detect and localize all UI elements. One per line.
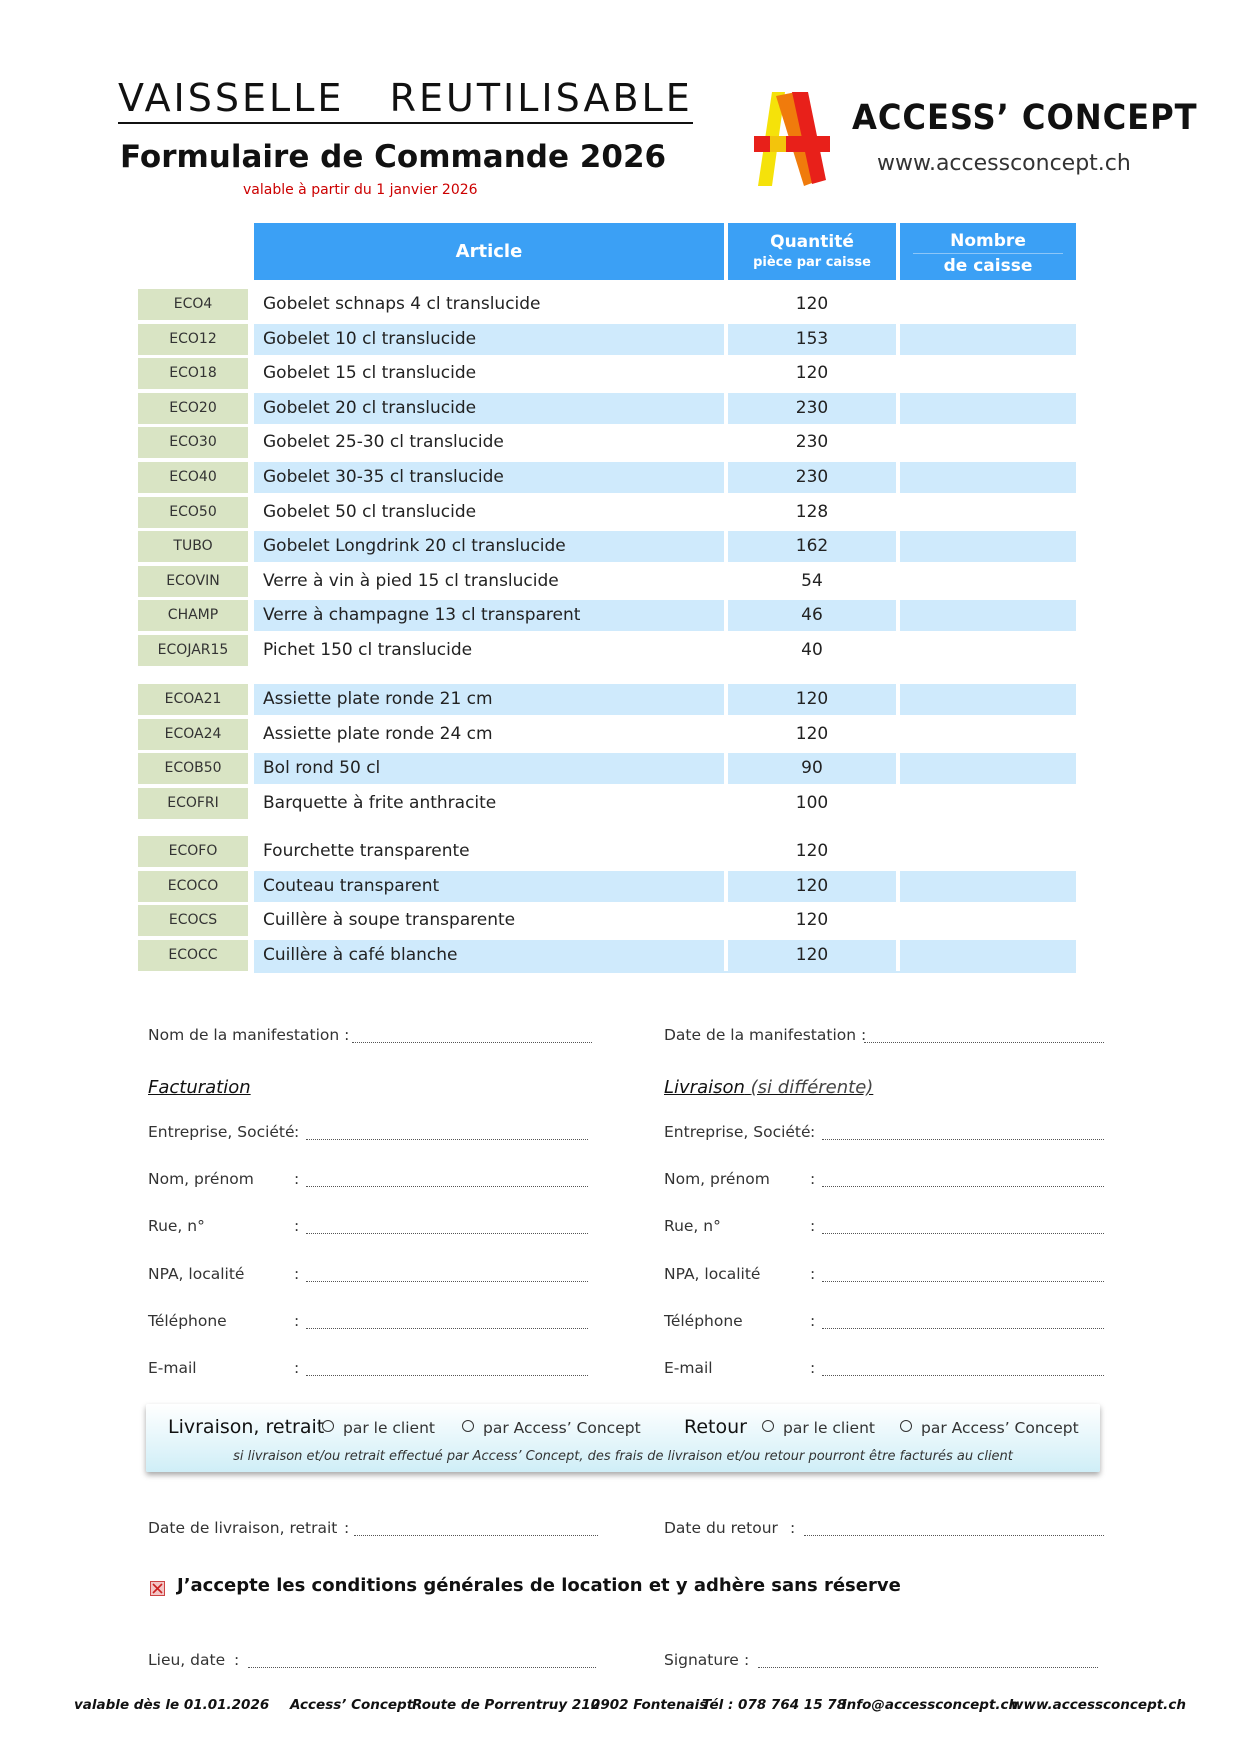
colon: :: [810, 1217, 816, 1235]
boxes-input-cell[interactable]: [900, 836, 1076, 867]
colon: :: [294, 1312, 300, 1330]
article-code: ECO30: [138, 427, 248, 458]
article-name: Gobelet 50 cl translucide: [263, 501, 477, 522]
article-name: Gobelet Longdrink 20 cl translucide: [254, 531, 724, 562]
brand-name: ACCESS’ CONCEPT: [852, 98, 1198, 138]
boxes-input-cell[interactable]: [900, 531, 1076, 562]
pickup-title: Livraison, retrait: [168, 1416, 325, 1438]
colon: :: [234, 1651, 240, 1669]
billing-city-field[interactable]: [306, 1281, 588, 1282]
billing-city-label: NPA, localité: [148, 1265, 245, 1283]
article-name: Verre à champagne 13 cl transparent: [254, 600, 724, 631]
billing-street-field[interactable]: [306, 1233, 588, 1234]
delivery-phone-label: Téléphone: [664, 1312, 743, 1330]
boxes-input-cell[interactable]: [900, 427, 1076, 458]
delivery-title-note: (si différente): [750, 1077, 874, 1098]
delivery-options-box: [146, 1404, 1100, 1472]
table-row: [0, 462, 1240, 493]
validity-note: valable à partir du 1 janvier 2026: [243, 182, 478, 198]
column-header-article: Article: [254, 223, 724, 280]
delivery-title: [664, 1077, 873, 1098]
place-date-label: Lieu, date: [148, 1651, 226, 1669]
article-name: Assiette plate ronde 24 cm: [263, 723, 493, 744]
billing-title-text: Facturation: [148, 1077, 251, 1098]
billing-phone-label: Téléphone: [148, 1312, 227, 1330]
column-header-quantity-sub: pièce par caisse: [753, 255, 871, 270]
article-code: TUBO: [138, 531, 248, 562]
boxes-input-cell[interactable]: [900, 462, 1076, 493]
table-row: [0, 600, 1240, 631]
article-name: Barquette à frite anthracite: [263, 792, 497, 813]
boxes-input-cell[interactable]: [900, 905, 1076, 936]
footer-valid: valable dès le 01.01.2026: [74, 1697, 270, 1713]
form-title: Formulaire de Commande 2026: [120, 139, 667, 175]
article-code: ECO18: [138, 358, 248, 389]
accept-terms-text: J’accepte les conditions générales de location et y adhère sans réserve: [177, 1575, 901, 1596]
column-header-boxes: [900, 223, 1076, 280]
billing-company-field[interactable]: [306, 1139, 588, 1140]
delivery-company-field[interactable]: [822, 1139, 1104, 1140]
article-name: Couteau transparent: [254, 871, 724, 902]
article-code: ECO12: [138, 324, 248, 355]
signature-field[interactable]: [758, 1667, 1098, 1668]
return-title: Retour: [684, 1416, 747, 1438]
article-code: ECO40: [138, 462, 248, 493]
boxes-input-cell[interactable]: [900, 600, 1076, 631]
article-name: Bol rond 50 cl: [254, 753, 724, 784]
column-header-boxes-line2: de caisse: [943, 256, 1033, 276]
article-code: ECOVIN: [138, 566, 248, 597]
article-code: ECOB50: [138, 753, 248, 784]
article-name: Gobelet 25-30 cl translucide: [263, 432, 504, 453]
delivery-city-field[interactable]: [822, 1281, 1104, 1282]
table-row: [0, 427, 1240, 458]
boxes-input-cell[interactable]: [900, 635, 1076, 666]
brand-url[interactable]: www.accessconcept.ch: [877, 151, 1131, 176]
return-date-field[interactable]: [804, 1535, 1104, 1536]
article-quantity: 54: [801, 570, 823, 591]
billing-name-label: Nom, prénom: [148, 1170, 254, 1188]
article-quantity: 120: [795, 723, 829, 744]
billing-name-field[interactable]: [306, 1186, 588, 1187]
boxes-input-cell[interactable]: [900, 566, 1076, 597]
article-quantity: 100: [795, 792, 829, 813]
table-row: [0, 719, 1240, 750]
delivery-phone-field[interactable]: [822, 1328, 1104, 1329]
table-row: [0, 635, 1240, 666]
article-code: ECOFO: [138, 836, 248, 867]
article-quantity: 46: [728, 600, 896, 631]
radio-circle-icon[interactable]: [462, 1420, 474, 1432]
colon: :: [810, 1265, 816, 1283]
delivery-city-label: NPA, localité: [664, 1265, 761, 1283]
boxes-input-cell[interactable]: [900, 788, 1076, 819]
colon: :: [810, 1359, 816, 1377]
pickup-option-client[interactable]: [322, 1419, 435, 1437]
table-row: [0, 753, 1240, 784]
footer-email[interactable]: info@accessconcept.ch: [842, 1697, 1019, 1713]
radio-circle-icon[interactable]: [900, 1420, 912, 1432]
event-name-label: Nom de la manifestation :: [148, 1026, 350, 1044]
article-code: ECOCC: [138, 940, 248, 971]
signature-label: Signature: [664, 1651, 739, 1669]
table-row: [0, 324, 1240, 355]
article-quantity: 162: [728, 531, 896, 562]
footer-city: 2902 Fontenais: [591, 1697, 708, 1713]
article-quantity: 120: [795, 841, 829, 861]
pickup-date-label: Date de livraison, retrait: [148, 1519, 338, 1537]
boxes-input-cell[interactable]: [900, 289, 1076, 320]
return-option-client-label: par le client: [783, 1419, 875, 1437]
table-row: [0, 531, 1240, 562]
return-option-client[interactable]: [762, 1419, 875, 1437]
column-header-quantity-label: Quantité: [770, 232, 854, 252]
colon: :: [810, 1312, 816, 1330]
article-code: ECOA24: [138, 719, 248, 750]
delivery-name-label: Nom, prénom: [664, 1170, 770, 1188]
delivery-title-text: Livraison: [664, 1077, 745, 1098]
colon: :: [790, 1519, 796, 1537]
boxes-input-cell[interactable]: [900, 753, 1076, 784]
footer-phone: Tél : 078 764 15 78: [702, 1697, 847, 1713]
colon: :: [294, 1359, 300, 1377]
article-quantity: 120: [728, 940, 896, 971]
article-quantity: 120: [795, 363, 829, 384]
article-quantity: 120: [728, 684, 896, 715]
pickup-option-client-label: par le client: [343, 1419, 435, 1437]
article-name: Cuillère à soupe transparente: [263, 910, 516, 931]
radio-circle-icon[interactable]: [322, 1420, 334, 1432]
article-code: ECO50: [138, 497, 248, 528]
pickup-option-ac-label: par Access’ Concept: [483, 1419, 641, 1437]
delivery-street-label: Rue, n°: [664, 1217, 721, 1235]
table-bottom-border: [254, 971, 1076, 973]
return-option-ac[interactable]: [900, 1419, 1079, 1437]
table-row: [0, 836, 1240, 867]
event-date-field[interactable]: [864, 1042, 1104, 1043]
checkbox-cross-icon: [151, 1582, 164, 1595]
return-date-label: Date du retour: [664, 1519, 778, 1537]
table-row: [0, 393, 1240, 424]
colon: :: [294, 1170, 300, 1188]
radio-circle-icon[interactable]: [762, 1420, 774, 1432]
colon: :: [344, 1519, 350, 1537]
article-quantity: 128: [795, 501, 829, 522]
article-name: Gobelet 30-35 cl translucide: [254, 462, 724, 493]
article-quantity: 153: [728, 324, 896, 355]
boxes-input-cell[interactable]: [900, 497, 1076, 528]
brand-logo-icon: [752, 90, 832, 192]
delivery-company-label: Entreprise, Société: [664, 1123, 811, 1141]
column-header-quantity: [728, 223, 896, 280]
colon: :: [810, 1123, 816, 1141]
boxes-input-cell[interactable]: [900, 324, 1076, 355]
pickup-date-field[interactable]: [354, 1535, 598, 1536]
article-name: Fourchette transparente: [263, 841, 470, 861]
table-row: [0, 289, 1240, 320]
article-code: ECOFRI: [138, 788, 248, 819]
pickup-option-ac[interactable]: [462, 1419, 641, 1437]
table-row: [0, 788, 1240, 819]
event-date-label: Date de la manifestation :: [664, 1026, 867, 1044]
article-code: ECO4: [138, 289, 248, 320]
article-quantity: 120: [728, 871, 896, 902]
billing-email-field[interactable]: [306, 1375, 588, 1376]
article-name: Gobelet 10 cl translucide: [254, 324, 724, 355]
delivery-street-field[interactable]: [822, 1233, 1104, 1234]
article-code: ECO20: [138, 393, 248, 424]
article-name: Cuillère à café blanche: [254, 940, 724, 971]
table-row: [0, 358, 1240, 389]
article-quantity: 230: [728, 462, 896, 493]
colon: :: [294, 1217, 300, 1235]
colon: :: [810, 1170, 816, 1188]
delivery-fee-note: si livraison et/ou retrait effectué par Access’ Concept, des frais de livraison et/ou retour pourront être facturés au client: [233, 1449, 1013, 1464]
table-row: [0, 684, 1240, 715]
table-row: [0, 566, 1240, 597]
place-date-field[interactable]: [248, 1667, 596, 1668]
return-option-ac-label: par Access’ Concept: [921, 1419, 1079, 1437]
table-row: [0, 497, 1240, 528]
article-quantity: 230: [728, 393, 896, 424]
delivery-name-field[interactable]: [822, 1186, 1104, 1187]
boxes-input-cell[interactable]: [900, 358, 1076, 389]
boxes-input-cell[interactable]: [900, 393, 1076, 424]
article-code: ECOCO: [138, 871, 248, 902]
article-code: CHAMP: [138, 600, 248, 631]
table-row: [0, 905, 1240, 936]
document-title: VAISSELLE REUTILISABLE: [118, 76, 693, 124]
boxes-input-cell[interactable]: [900, 871, 1076, 902]
boxes-input-cell[interactable]: [900, 684, 1076, 715]
billing-company-label: Entreprise, Société: [148, 1123, 295, 1141]
article-quantity: 90: [728, 753, 896, 784]
billing-email-label: E-mail: [148, 1359, 197, 1377]
article-quantity: 40: [801, 640, 823, 660]
delivery-email-label: E-mail: [664, 1359, 713, 1377]
article-name: Assiette plate ronde 21 cm: [254, 684, 724, 715]
article-code: ECOJAR15: [138, 635, 248, 666]
article-name: Verre à vin à pied 15 cl translucide: [263, 570, 559, 591]
billing-street-label: Rue, n°: [148, 1217, 205, 1235]
table-row: [0, 871, 1240, 902]
article-quantity: 230: [795, 432, 829, 453]
article-name: Gobelet 20 cl translucide: [254, 393, 724, 424]
footer-street: Route de Porrentruy 210: [412, 1697, 601, 1713]
colon: :: [294, 1265, 300, 1283]
billing-title: [148, 1077, 251, 1098]
billing-phone-field[interactable]: [306, 1328, 588, 1329]
table-row: [0, 940, 1240, 971]
article-name: Gobelet 15 cl translucide: [263, 363, 477, 384]
article-code: ECOCS: [138, 905, 248, 936]
article-name: Gobelet schnaps 4 cl translucide: [263, 294, 541, 314]
column-header-boxes-line1: Nombre: [950, 231, 1026, 251]
footer: [0, 1697, 1240, 1719]
boxes-input-cell[interactable]: [900, 940, 1076, 971]
article-quantity: 120: [795, 294, 829, 314]
footer-web[interactable]: www.accessconcept.ch: [1011, 1697, 1186, 1713]
accept-checkbox[interactable]: [150, 1581, 165, 1596]
colon: :: [294, 1123, 300, 1141]
event-name-field[interactable]: [352, 1042, 592, 1043]
footer-company: Access’ Concept: [290, 1697, 414, 1713]
colon: :: [744, 1651, 750, 1669]
delivery-email-field[interactable]: [822, 1375, 1104, 1376]
article-quantity: 120: [795, 910, 829, 931]
boxes-input-cell[interactable]: [900, 719, 1076, 750]
article-name: Pichet 150 cl translucide: [263, 640, 473, 660]
article-code: ECOA21: [138, 684, 248, 715]
